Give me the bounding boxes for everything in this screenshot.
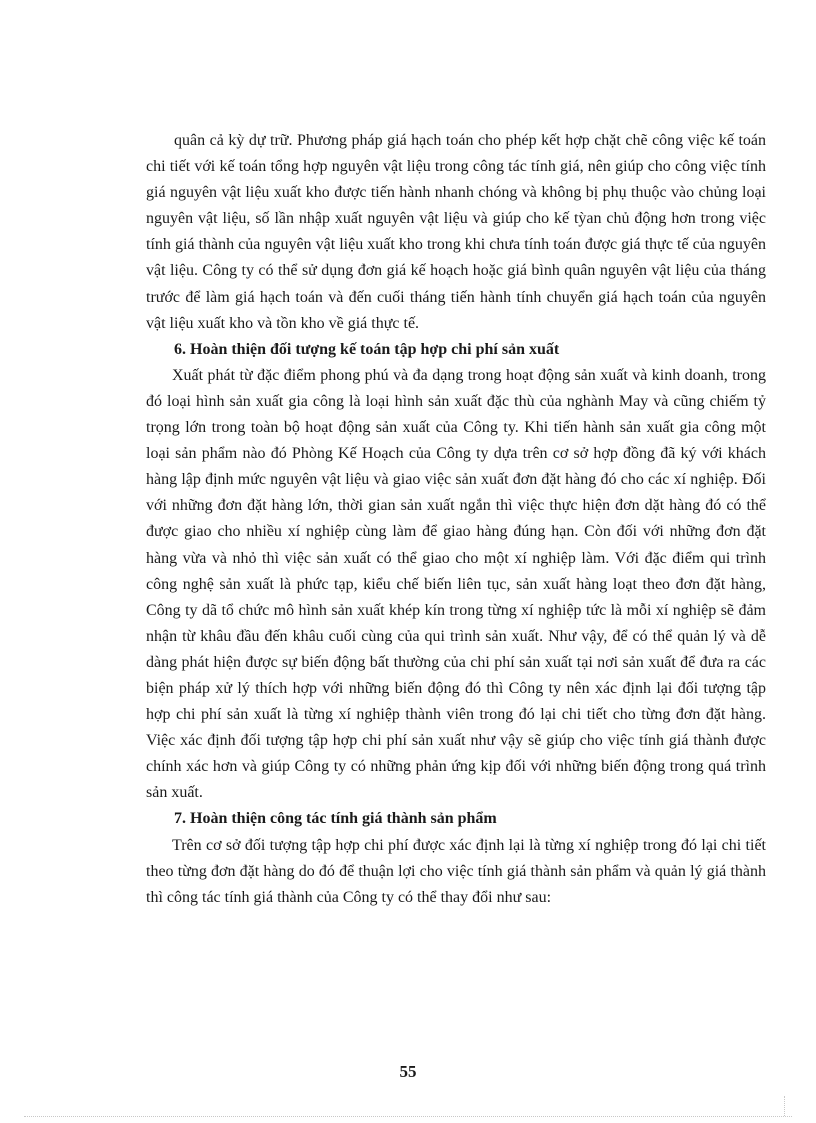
page-number: 55 <box>399 1062 417 1081</box>
page-corner-marker <box>784 1096 785 1116</box>
page-body <box>146 128 766 911</box>
heading-section-7: 7. Hoàn thiện công tác tính giá thành sản phẩm <box>174 810 497 828</box>
paragraph-material-pricing: quân cả kỳ dự trữ. Phương pháp giá hạch toán cho phép kết hợp chặt chẽ công việc kế toán chi tiết với kế toán tổng hợp nguyên vật liệu trong công tác tính giá, nên giúp cho công việc tính giá nguyên vật liệu xuất kho được tiến hành nhanh chóng và không bị phụ thuộc vào chủng loại nguyên vật liệu, số lần nhập xuất nguyên vật liệu và giúp cho kế tỳan chủ động hơn trong việc tính giá thành của nguyên vật liệu xuất kho trong khi chưa tính toán được giá thực tế của nguyên vật liệu. Công ty có thể sử dụng đơn giá kế hoạch hoặc giá bình quân nguyên vật liệu của tháng trước để làm giá hạch toán và đến cuối tháng tiến hành tính chuyển giá hạch toán của nguyên vật liệu xuất kho và tồn kho về giá thực tế. <box>146 132 766 332</box>
heading-section-6: 6. Hoàn thiện đối tượng kế toán tập hợp chi phí sản xuất <box>174 340 560 358</box>
paragraph-costing-change: Trên cơ sở đối tượng tập hợp chi phí được xác định lại là từng xí nghiệp trong đó lại chi tiết theo từng đơn đặt hàng do đó để thuận lợi cho việc tính giá thành sản phẩm và quản lý giá thành thì công tác tính giá thành của Công ty có thể thay đổi như sau: <box>146 836 766 906</box>
paragraph-cost-object: Xuất phát từ đặc điểm phong phú và đa dạng trong hoạt động sản xuất và kinh doanh, trong đó loại hình sản xuất gia công là loại hình sản xuất đặc thù của nghành May và cũng chiếm tỷ trọng lớn trong toàn bộ hoạt động sản xuất của Công ty. Khi tiến hành sản xuất gia công một loại sản phẩm nào đó Phòng Kế Hoạch của Công ty dựa trên cơ sở hợp đồng đã ký với khách hàng lập định mức nguyên vật liệu và giao việc sản xuất đơn đặt hàng đó cho các xí nghiệp. Đối với những đơn đặt hàng lớn, thời gian sản xuất ngắn thì việc thực hiện đơn dặt hàng đó có thể được giao cho nhiều xí nghiệp cùng làm để giao hàng đúng hạn. Còn đối với những đơn đặt hàng vừa và nhỏ thì việc sản xuất có thể giao cho một xí nghiệp làm. Với đặc điểm qui trình công nghệ sản xuất là phức tạp, kiểu chế biến liên tục, sản xuất hàng loạt theo đơn đặt hàng, Công ty dã tổ chức mô hình sản xuất khép kín trong từng xí nghiệp tức là mỗi xí nghiệp sẽ đảm nhận từ khâu đầu đến khâu cuối cùng của qui trình sản xuất. Như vậy, để có thể quản lý và dễ dàng phát hiện được sự biến động bất thường của chi phí sản xuất tại nơi sản xuất để đưa ra các biện pháp xử lý thích hợp với những biến động đó thì Công ty nên xác định lại đối tượng tập hợp chi phí sản xuất là từng xí nghiệp thành viên trong đó lại chi tiết cho từng đơn đặt hàng. Việc xác định đối tượng tập hợp chi phí sản xuất như vậy sẽ giúp cho việc tính giá thành được chính xác hơn và giúp Công ty có những phản ứng kịp đối với những biến động trong quá trình sản xuất. <box>146 366 766 802</box>
page-bottom-border <box>24 1116 792 1117</box>
